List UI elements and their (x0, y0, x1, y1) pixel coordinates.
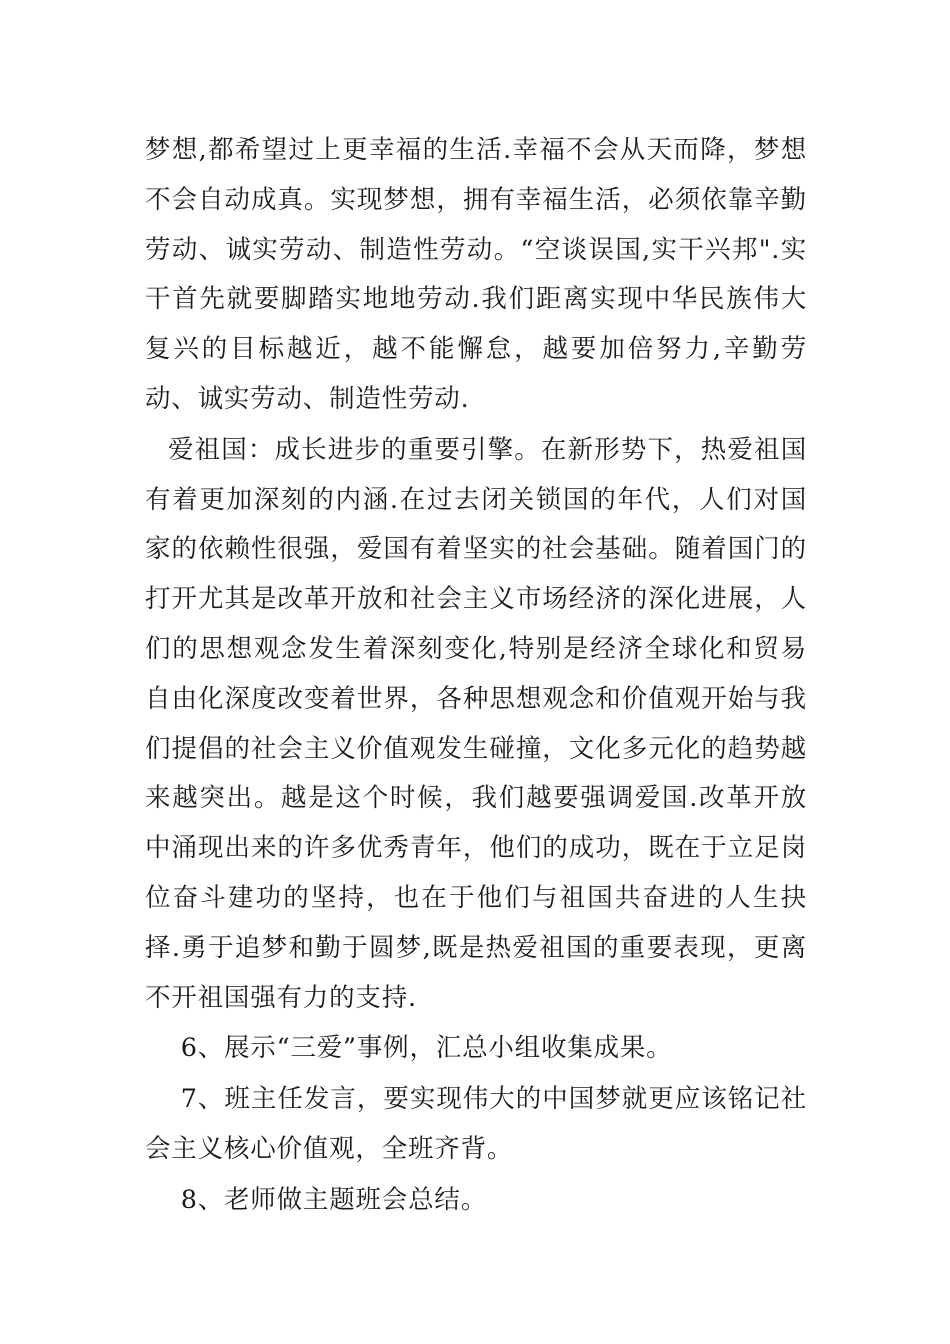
paragraph-step-8: 8、老师做主题班会总结。 (180, 1184, 488, 1215)
document-body (145, 126, 807, 1227)
paragraph-step-7: 7、班主任发言，要实现伟大的中国梦就更应该铭记社会主义核心价值观，全班齐背。 (145, 1084, 807, 1164)
paragraph-dreams: 梦想,都希望过上更幸福的生活.幸福不会从天而降，梦想不会自动成真。实现梦想，拥有幸福生活，必须依靠辛勤劳动、诚实劳动、制造性劳动。“空谈误国,实干兴邦".实干首先就要脚踏实地地劳动.我们距离实现中华民族伟大复兴的目标越近，越不能懈怠，越要加倍努力,辛勤劳动、诚实劳动、制造性劳动. (145, 135, 807, 414)
paragraph-step-6: 6、展示“三爱”事例，汇总小组收集成果。 (180, 1033, 673, 1064)
paragraph-love-country: 爱祖国：成长进步的重要引擎。在新形势下，热爱祖国有着更加深刻的内涵.在过去闭关锁国的年代，人们对国家的依赖性很强，爱国有着坚实的社会基础。随着国门的打开尤其是改革开放和社会主义市场经济的深化进展，人们的思想观念发生着深刻变化,特别是经济全球化和贸易自由化深度改变着世界，各种思想观念和价值观开始与我们提倡的社会主义价值观发生碰撞，文化多元化的趋势越来越突出。越是这个时候，我们越要强调爱国.改革开放中涌现出来的许多优秀青年，他们的成功，既在于立足岗位奋斗建功的坚持，也在于他们与祖国共奋进的人生抉择.勇于追梦和勤于圆梦,既是热爱祖国的重要表现，更离不开祖国强有力的支持. (145, 434, 807, 1013)
